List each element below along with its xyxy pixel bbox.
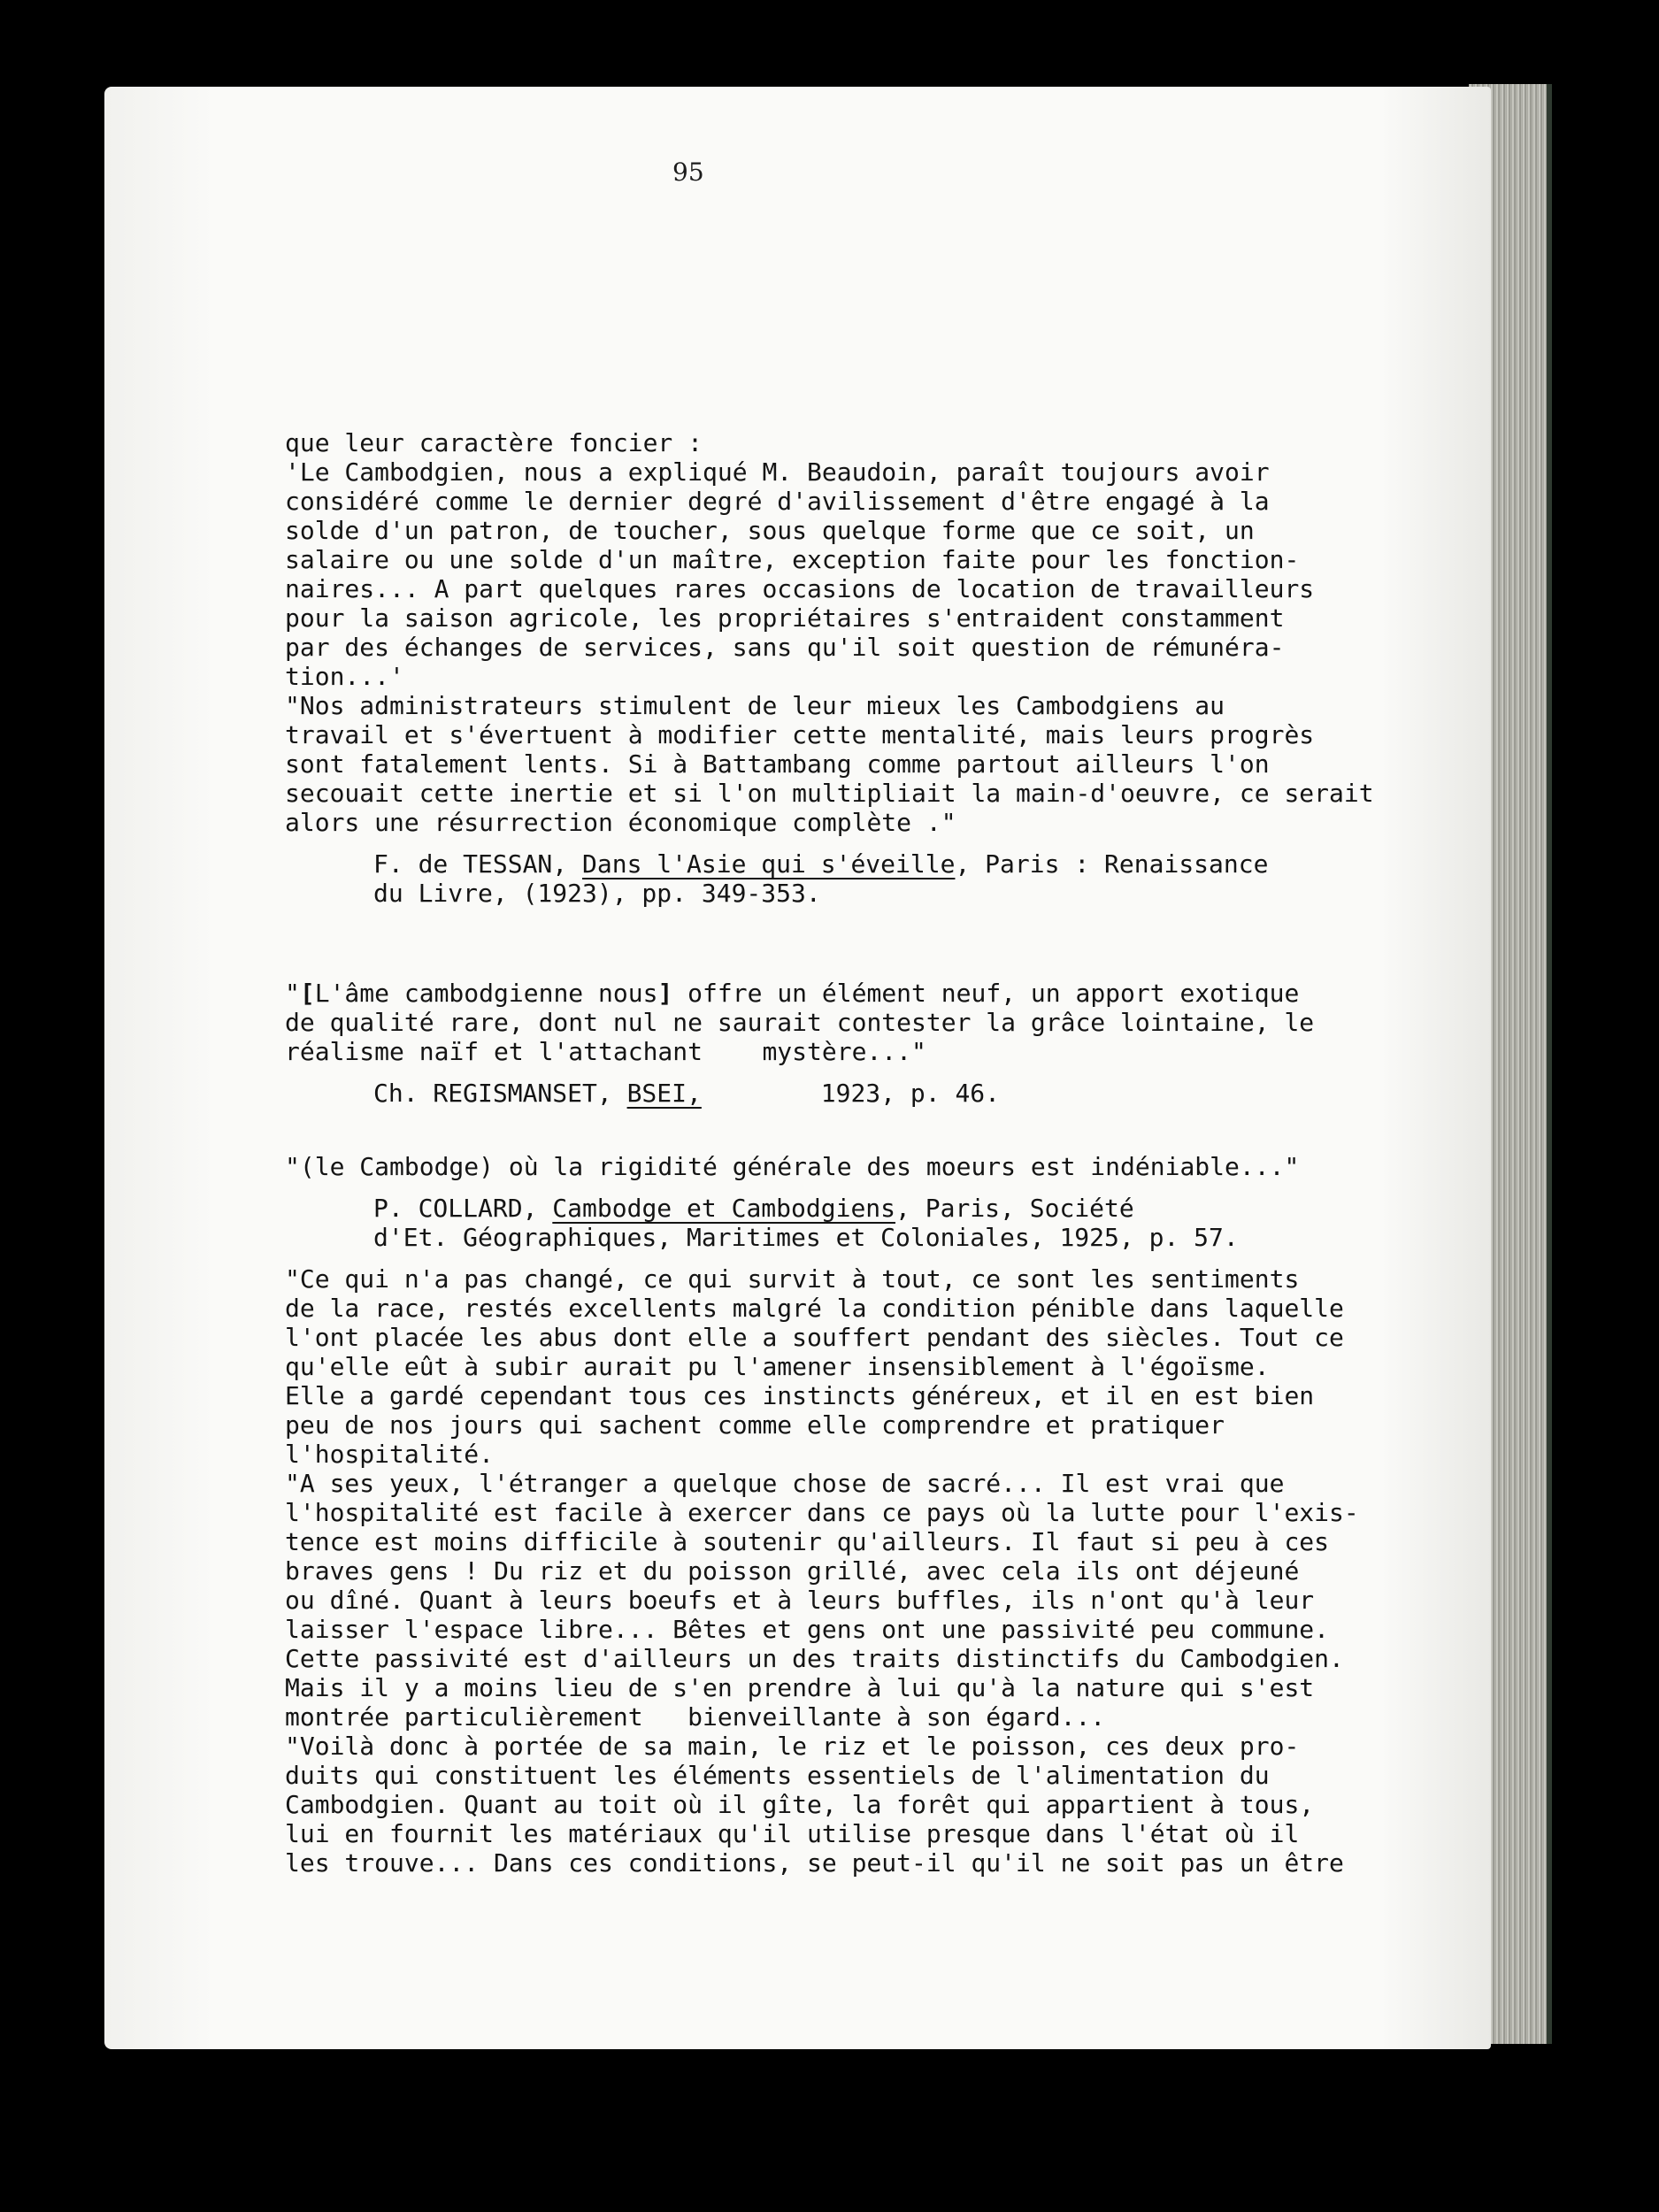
text-line: considéré comme le dernier degré d'avilissement d'être engagé à la [285, 487, 1270, 516]
text-line: de qualité rare, dont nul ne saurait contester la grâce lointaine, le [285, 1008, 1315, 1037]
quote-1 [285, 428, 1382, 908]
text-line: travail et s'évertuent à modifier cette mentalité, mais leurs progrès [285, 720, 1315, 749]
page-body-text [285, 428, 1382, 1878]
text-line: Elle a gardé cependant tous ces instincts généreux, et il en est bien [285, 1381, 1315, 1410]
text-line: les trouve... Dans ces conditions, se peut-il qu'il ne soit pas un être [285, 1848, 1344, 1878]
text-line: qu'elle eût à subir aurait pu l'amener insensiblement à l'égoïsme. [285, 1352, 1270, 1381]
text-line: "Ce qui n'a pas changé, ce qui survit à tout, ce sont les sentiments [285, 1264, 1300, 1294]
text-line: Mais il y a moins lieu de s'en prendre à lui qu'à la nature qui s'est [285, 1673, 1315, 1702]
text-line: que leur caractère foncier : [285, 428, 703, 457]
text-line: Cette passivité est d'ailleurs un des traits distinctifs du Cambodgien. [285, 1644, 1344, 1673]
text-line: l'hospitalité. [285, 1440, 495, 1469]
text-line: solde d'un patron, de toucher, sous quelque forme que ce soit, un [285, 516, 1255, 545]
text-line: peu de nos jours qui sachent comme elle comprendre et pratiquer [285, 1410, 1225, 1440]
text-line: ou dîné. Quant à leurs boeufs et à leurs buffles, ils n'ont qu'à leur [285, 1586, 1315, 1615]
citation-rest: , Paris : Renaissance [955, 849, 1269, 879]
text-line: montrée particulièrement bienveillante à son égard... [285, 1702, 1106, 1732]
text-line: sont fatalement lents. Si à Battambang comme partout ailleurs l'on [285, 749, 1270, 779]
citation-title: Cambodge et Cambodgiens [552, 1194, 896, 1223]
text-line: "Nos administrateurs stimulent de leur mieux les Cambodgiens au [285, 691, 1225, 720]
text-line: pour la saison agricole, les propriétaires s'entraident constamment [285, 603, 1285, 633]
text-line: salaire ou une solde d'un maître, exception faite pour les fonction- [285, 545, 1300, 574]
citation-line [285, 1079, 1382, 1108]
citation-line [285, 1194, 1382, 1223]
page-number: 95 [672, 157, 704, 187]
line-rest: offre un élément neuf, un apport exotique [672, 979, 1300, 1008]
citation-author: P. COLLARD, [373, 1194, 538, 1223]
text-line: réalisme naïf et l'attachant mystère..." [285, 1037, 926, 1066]
text-line: "A ses yeux, l'étranger a quelque chose de sacré... Il est vrai que [285, 1469, 1285, 1498]
text-line: duits qui constituent les éléments essentiels de l'alimentation du [285, 1761, 1270, 1790]
citation-author: F. de TESSAN, [373, 849, 568, 879]
citation-author: Ch. REGISMANSET, [373, 1079, 612, 1108]
citation-journal: BSEI, [626, 1079, 702, 1108]
quote-4 [285, 1264, 1382, 1878]
text-line: laisser l'espace libre... Bêtes et gens ont une passivité peu commune. [285, 1615, 1330, 1644]
text-line: tion...' [285, 662, 404, 691]
citation-title: Dans l'Asie qui s'éveille [582, 849, 956, 879]
text-line [285, 979, 1382, 1008]
text-line: naires... A part quelques rares occasions de location de travailleurs [285, 574, 1315, 603]
citation-rest: 1923, p. 46. [701, 1079, 1001, 1108]
text-line: alors une résurrection économique complète ." [285, 808, 956, 837]
text-line: "Voilà donc à portée de sa main, le riz et le poisson, ces deux pro- [285, 1732, 1300, 1761]
text-line: l'ont placée les abus dont elle a souffert pendant des siècles. Tout ce [285, 1323, 1344, 1352]
bracket-close: ] [657, 979, 673, 1008]
text-line: secouait cette inertie et si l'on multipliait la main-d'oeuvre, ce serait [285, 779, 1374, 808]
text-line: Cambodgien. Quant au toit où il gîte, la forêt qui appartient à tous, [285, 1790, 1315, 1819]
citation-line: du Livre, (1923), pp. 349-353. [373, 879, 821, 908]
bracket-open: [ [299, 979, 315, 1008]
citation-rest: , Paris, Société [895, 1194, 1134, 1223]
text-line: par des échanges de services, sans qu'il soit question de rémunéra- [285, 633, 1285, 662]
open-quote: " [285, 979, 300, 1008]
text-line: tence est moins difficile à soutenir qu'ailleurs. Il faut si peu à ces [285, 1527, 1330, 1556]
citation-line: d'Et. Géographiques, Maritimes et Coloniales, 1925, p. 57. [373, 1223, 1239, 1252]
text-line: "(le Cambodge) où la rigidité générale des moeurs est indéniable..." [285, 1152, 1300, 1181]
text-line: 'Le Cambodgien, nous a expliqué M. Beaudoin, paraît toujours avoir [285, 457, 1270, 487]
bracketed-text: L'âme cambodgienne nous [314, 979, 658, 1008]
citation-line [285, 849, 1382, 879]
text-line: de la race, restés excellents malgré la condition pénible dans laquelle [285, 1294, 1344, 1323]
text-line: l'hospitalité est facile à exercer dans ce pays où la lutte pour l'exis- [285, 1498, 1359, 1527]
text-line: lui en fournit les matériaux qu'il utilise presque dans l'état où il [285, 1819, 1300, 1848]
quote-2 [285, 979, 1382, 1108]
text-line: braves gens ! Du riz et du poisson grillé, avec cela ils ont déjeuné [285, 1556, 1300, 1586]
quote-3 [285, 1152, 1382, 1252]
